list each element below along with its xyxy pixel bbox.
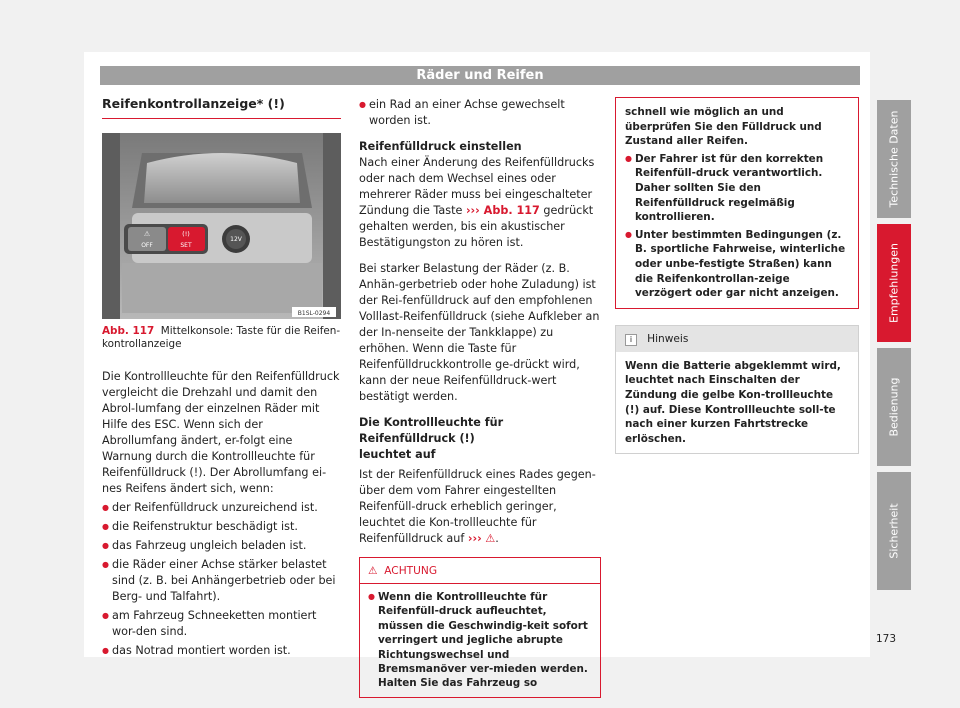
subheading-set-pressure: Reifenfülldruck einstellen	[359, 140, 522, 153]
list-item: ● der Reifenfülldruck unzureichend ist.	[102, 500, 341, 516]
list-item: ● die Räder einer Achse stärker belastet sind (z. B. bei Anhängerbetrieb oder bei Berg- und Talfahrt).	[102, 557, 341, 605]
warning-body	[360, 584, 600, 697]
hint-text: auf. Diese Kontrollleuchte soll-te nach einer kurzen Fahrtstrecke erlöschen.	[625, 403, 836, 445]
paragraph-light-on: Ist der Reifenfülldruck eines Rades gegen-über dem vom Fahrer eingestellten Reifenfüll-druck erheblich geringer, leuchtet die Kon-trollleuchte für Reifenfülldruck auf ››› ⚠.	[359, 468, 596, 545]
paragraph-heavy-load: Bei starker Belastung der Räder (z. B. Anhän-gerbetrieb oder hohe Zuladung) ist der Rei-fenfülldruck auf den empfohlenen Volllast-Reifenfülldruck (siehe Aufkleber an der In-nenseite der Tankklappe) zu erhöhen. Wenn die Taste für Reifenfülldruckkontrolle ge-drückt wird, kann der neue Reifenfülldruck-wert bestätigt werden.	[359, 262, 600, 403]
figure-center-console	[102, 133, 341, 319]
subheading-text: leuchtet auf	[359, 448, 436, 461]
section-title	[102, 96, 341, 119]
tpms-warning-icon: (!)	[625, 403, 640, 416]
tpms-warning-icon: (!)	[267, 96, 285, 111]
paragraph-set-pressure	[359, 155, 601, 251]
tab-bedienung[interactable]: Bedienung	[877, 348, 911, 466]
page-number: 173	[875, 633, 897, 645]
figure-caption-text: Mittelkonsole: Taste für die Reifen-kontrollanzeige	[102, 325, 341, 350]
warning-text: ● Wenn die Kontrollleuchte für Reifenfüll-druck aufleuchtet, müssen die Geschwindig-keit sofort verringert und jegliche abrupte Richtungswechsel und Bremsmanöver ver-mieden werden. Halten Sie das Fahrzeug so	[368, 590, 592, 691]
chapter-header: Räder und Reifen	[100, 66, 860, 85]
list-item: ● ein Rad an einer Achse gewechselt worden ist.	[359, 97, 601, 129]
warning-title: ACHTUNG	[384, 565, 438, 577]
figure-code: B1SL-0294	[297, 310, 331, 317]
warning-header	[360, 558, 600, 584]
esc-off-icon: ⚠	[143, 230, 151, 238]
list-item: ● Der Fahrer ist für den korrekten Reifenfüll-druck verantwortlich. Daher sollten Sie den Reifenfülldruck regelmäßig kontrollieren.	[625, 152, 849, 225]
hint-body	[616, 352, 858, 454]
tpms-warning-icon: (!)	[459, 432, 475, 445]
paragraph-text: gedrückt gehalten werden, bis ein akustischer Bestätigungston zu hören ist.	[359, 204, 594, 249]
paragraph-text: Ist der Reifenfülldruck eines Rades gegen-über dem vom Fahrer eingestellten Reifenfüll-druck erheblich geringer, leuchtet die Kon-trollleuchte für Reifenfülldruck auf	[359, 468, 596, 545]
warning-text-continued: schnell wie möglich an und überprüfen Sie den Fülldruck und Zustand aller Reifen.	[625, 106, 822, 148]
tpms-warning-icon: (!)	[189, 466, 203, 479]
intro-paragraph	[102, 369, 341, 497]
tpms-button-icon: (!)	[182, 230, 190, 238]
subheading-warning-light	[359, 415, 601, 463]
info-icon: i	[625, 334, 637, 346]
figure-caption	[102, 325, 341, 351]
hint-header	[616, 326, 858, 352]
tab-empfehlungen[interactable]: Empfehlungen	[877, 224, 911, 342]
column-2	[359, 97, 601, 698]
warning-reference-link[interactable]: ›››	[467, 532, 482, 545]
off-label: OFF	[141, 242, 153, 249]
paragraph-text: Nach einer Änderung des Reifenfülldrucks oder nach dem Wechsel eines oder mehrerer Räder muss bei eingeschalteter Zündung die Taste	[359, 156, 595, 217]
section-title-text: Reifenkontrollanzeige*	[102, 96, 264, 111]
figure-number: Abb. 117	[102, 325, 155, 337]
list-item: ● die Reifenstruktur beschädigt ist.	[102, 519, 341, 535]
tab-sicherheit[interactable]: Sicherheit	[877, 472, 911, 590]
hint-text: Wenn die Batterie abgeklemmt wird, leuchtet nach Einschalten der Zündung die gelbe Kon-trollleuchte	[625, 359, 841, 401]
column-3	[615, 97, 859, 454]
warning-box	[359, 557, 601, 698]
list-item: ● das Notrad montiert worden ist.	[102, 643, 341, 659]
subheading-text: Die Kontrollleuchte für Reifenfülldruck	[359, 416, 504, 445]
intro-text-end: . Der Abrollumfang ei-nes Reifens ändert sich, wenn:	[102, 466, 327, 495]
warning-triangle-icon: ⚠	[485, 532, 496, 545]
hint-box	[615, 325, 859, 455]
figure-reference-link[interactable]: ››› Abb. 117	[465, 204, 540, 217]
console-illustration	[102, 133, 341, 319]
list-item: ● das Fahrzeug ungleich beladen ist.	[102, 538, 341, 554]
list-item: ● am Fahrzeug Schneeketten montiert wor-den sind.	[102, 608, 341, 640]
hint-title: Hinweis	[647, 332, 689, 345]
tab-technische-daten[interactable]: Technische Daten	[877, 100, 911, 218]
warning-triangle-icon: ⚠	[368, 565, 378, 577]
intro-text: Die Kontrollleuchte für den Reifenfülldruck vergleicht die Drehzahl und damit den Abrol-lumfang der einzelnen Räder mit Hilfe des ESC. Wenn sich der Abrollumfang ändert, er-folgt eine Warnung durch die Kontrollleuchte für Reifenfülldruck	[102, 370, 340, 479]
warning-box-continued	[615, 97, 859, 309]
list-item: ● Unter bestimmten Bedingungen (z. B. sportliche Fahrweise, winterliche oder unbe-festigte Straßen) kann die Reifenkontrollan-zeige verzögert oder gar nicht anzeigen.	[625, 228, 849, 301]
set-label: SET	[180, 242, 192, 249]
column-1	[102, 96, 341, 659]
socket-label: 12V	[230, 236, 242, 243]
